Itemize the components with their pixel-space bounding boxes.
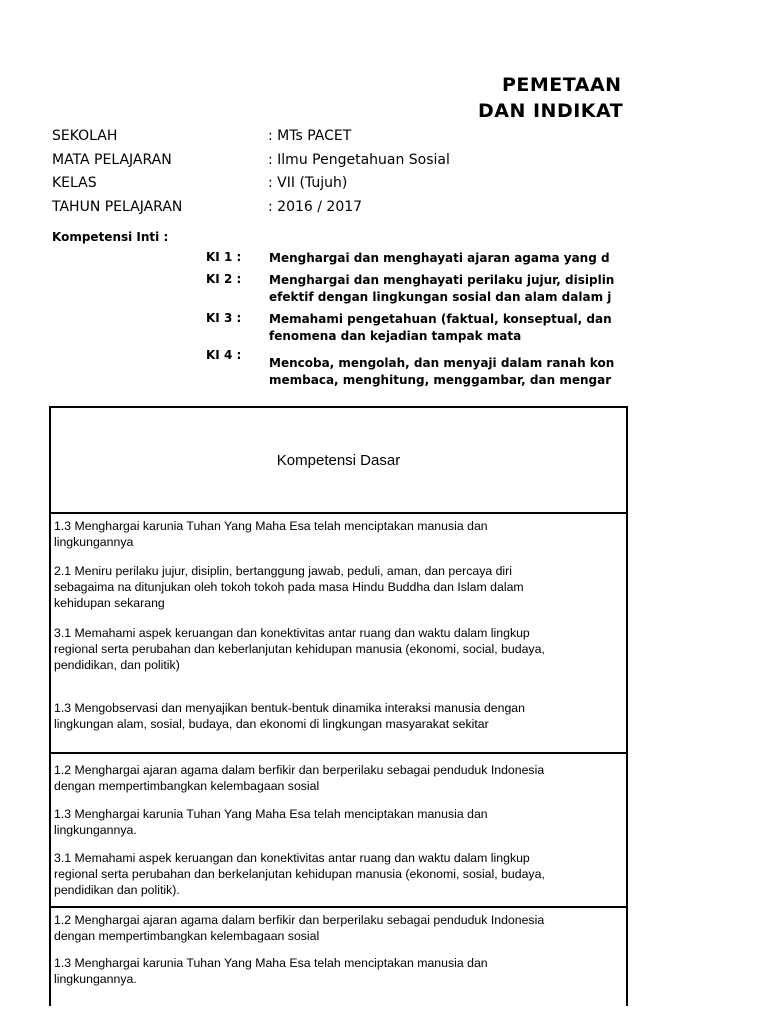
ki-4-code: KI 4 : <box>206 348 242 362</box>
school-value: : MTs PACET <box>268 128 352 144</box>
kompetensi-dasar-header: Kompetensi Dasar <box>276 452 401 469</box>
ki-1-text <box>269 250 626 267</box>
year-label: TAHUN PELAJARAN <box>52 199 183 215</box>
kompetensi-dasar-table <box>49 406 628 1006</box>
kd-line: 1.3 Mengobservasi dan menyajikan bentuk-bentuk dinamika interaksi manusia dengan <box>54 701 525 715</box>
kd-line: regional serta perubahan dan berkelanjutan kehidupan manusia (ekonomi, sosial, budaya, <box>54 867 545 881</box>
kd-item <box>54 912 622 944</box>
kd-line: lingkungan alam, sosial, budaya, dan ekonomi di lingkungan masyarakat sekitar <box>54 717 489 731</box>
kd-item <box>54 955 622 987</box>
kd-line: 1.3 Menghargai karunia Tuhan Yang Maha Esa telah menciptakan manusia dan <box>54 519 488 533</box>
kd-line: 1.3 Menghargai karunia Tuhan Yang Maha Esa telah menciptakan manusia dan <box>54 956 488 970</box>
kd-line: 1.2 Menghargai ajaran agama dalam berfikir dan berperilaku sebagai penduduk Indonesia <box>54 913 545 927</box>
year-value: : 2016 / 2017 <box>268 199 363 215</box>
table-divider <box>51 752 626 754</box>
kd-item <box>54 850 622 898</box>
ki-3-text <box>269 311 626 345</box>
kd-item <box>54 806 622 838</box>
kd-line: 3.1 Memahami aspek keruangan dan konektivitas antar ruang dan waktu dalam lingkup <box>54 626 530 640</box>
ki-2-code: KI 2 : <box>206 272 242 286</box>
kd-line: dengan mempertimbangkan kelembagaan sosial <box>54 929 320 943</box>
kd-line: sebagaima na ditunjukan oleh tokoh tokoh pada masa Hindu Buddha dan Islam dalam <box>54 580 524 594</box>
table-divider <box>51 512 626 514</box>
kd-line: lingkungannya. <box>54 823 137 837</box>
kd-line: 3.1 Memahami aspek keruangan dan konektivitas antar ruang dan waktu dalam lingkup <box>54 851 530 865</box>
kd-line: regional serta perubahan dan keberlanjutan kehidupan manusia (ekonomi, social, budaya, <box>54 642 545 656</box>
class-value: : VII (Tujuh) <box>268 175 348 191</box>
ki-3-line-1: Memahami pengetahuan (faktual, konseptual, dan <box>269 312 612 326</box>
ki-3-line-2: fenomena dan kejadian tampak mata <box>269 329 522 343</box>
kompetensi-inti-heading: Kompetensi Inti : <box>52 230 169 244</box>
ki-2-line-2: efektif dengan lingkungan sosial dan alam dalam j <box>269 290 612 304</box>
kd-line: kehidupan sekarang <box>54 596 165 610</box>
kd-line: dengan mempertimbangkan kelembagaan sosial <box>54 779 320 793</box>
kd-item <box>54 762 622 794</box>
subject-label: MATA PELAJARAN <box>52 152 172 168</box>
kd-item <box>54 563 622 611</box>
subject-value: : Ilmu Pengetahuan Sosial <box>268 152 450 168</box>
kd-line: lingkungannya <box>54 535 134 549</box>
ki-4-line-1: Mencoba, mengolah, dan menyaji dalam ranah kon <box>269 356 615 370</box>
kd-line: pendidikan, dan politik) <box>54 658 180 672</box>
document-title-line-2: DAN INDIKAT <box>478 100 624 122</box>
kd-line: 1.3 Menghargai karunia Tuhan Yang Maha Esa telah menciptakan manusia dan <box>54 807 488 821</box>
ki-4-line-2: membaca, menghitung, menggambar, dan mengar <box>269 373 612 387</box>
kd-item <box>54 625 622 673</box>
ki-2-text <box>269 272 626 306</box>
document-title-line-1: PEMETAAN <box>502 74 622 96</box>
kd-line: 1.2 Menghargai ajaran agama dalam berfikir dan berperilaku sebagai penduduk Indonesia <box>54 763 545 777</box>
table-divider <box>51 906 626 908</box>
ki-1-line-1: Menghargai dan menghayati ajaran agama yang d <box>269 251 610 265</box>
kd-line: lingkungannya. <box>54 972 137 986</box>
ki-3-code: KI 3 : <box>206 311 242 325</box>
table-border-top <box>51 406 626 408</box>
kd-item <box>54 518 622 550</box>
class-label: KELAS <box>52 175 97 191</box>
ki-2-line-1: Menghargai dan menghayati perilaku jujur, disiplin <box>269 273 615 287</box>
ki-1-code: KI 1 : <box>206 250 242 264</box>
kd-line: pendidikan dan politik). <box>54 883 180 897</box>
school-label: SEKOLAH <box>52 128 118 144</box>
kd-line: 2.1 Meniru perilaku jujur, disiplin, bertanggung jawab, peduli, aman, dan percaya diri <box>54 564 512 578</box>
kd-item <box>54 700 622 732</box>
ki-4-text <box>269 355 626 389</box>
